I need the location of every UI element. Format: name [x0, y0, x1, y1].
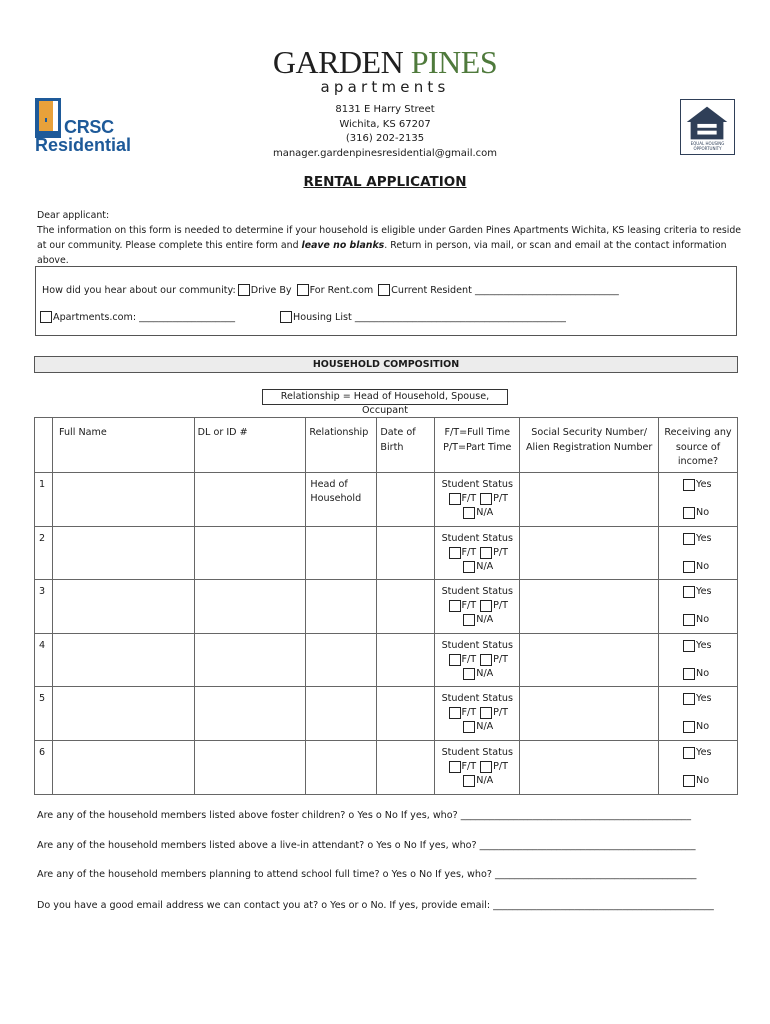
student-status-label: Student Status	[441, 479, 513, 490]
full-name-cell[interactable]	[52, 740, 194, 794]
full-name-cell[interactable]	[52, 473, 194, 527]
income-yes-checkbox[interactable]	[683, 640, 695, 652]
household-row	[35, 526, 738, 580]
address-city: Wichita, KS 67207	[339, 118, 431, 130]
ssn-cell[interactable]	[520, 740, 659, 794]
income-no-checkbox[interactable]	[683, 775, 695, 787]
col-full-name: Full Name	[52, 418, 194, 473]
student-status-cell	[435, 473, 520, 527]
dob-cell[interactable]	[377, 687, 435, 741]
dob-cell[interactable]	[377, 580, 435, 634]
relationship-cell[interactable]	[306, 633, 377, 687]
income-no-label: No	[696, 774, 710, 786]
na-label: N/A	[476, 614, 494, 626]
na-label: N/A	[476, 667, 494, 679]
relationship-cell[interactable]	[306, 740, 377, 794]
ssn-cell[interactable]	[520, 580, 659, 634]
income-no-checkbox[interactable]	[683, 561, 695, 573]
apartments-com-label[interactable]: Apartments.com: ____________________	[53, 311, 236, 323]
housing-list-label[interactable]: Housing List ____________________________________________	[293, 311, 566, 323]
household-row	[35, 687, 738, 741]
intro-body: The information on this form is needed to determine if your household is eligible under Garden Pines Apartments Wichita, KS leasing criteria to reside at our community. Please complete this entire form and	[37, 225, 742, 251]
relationship-note: Relationship = Head of Household, Spouse, Occupant	[262, 389, 508, 405]
na-checkbox[interactable]	[463, 775, 475, 787]
current-resident-label[interactable]: Current Resident ______________________________	[391, 284, 619, 296]
full-time-label: F/T	[461, 760, 477, 772]
brand-title-garden: GARDEN	[272, 44, 404, 80]
housing-list-checkbox[interactable]	[280, 311, 292, 323]
full-time-checkbox[interactable]	[449, 707, 461, 719]
part-time-checkbox[interactable]	[480, 547, 492, 559]
income-no-checkbox[interactable]	[683, 507, 695, 519]
ssn-cell[interactable]	[520, 687, 659, 741]
student-status-cell	[435, 526, 520, 580]
dl-id-cell[interactable]	[194, 473, 306, 527]
income-no-label: No	[696, 667, 710, 679]
dob-cell[interactable]	[377, 633, 435, 687]
row-number: 6	[35, 740, 53, 794]
crsc-logo-mark-icon	[35, 98, 61, 138]
relationship-cell[interactable]	[306, 526, 377, 580]
ssn-cell[interactable]	[520, 473, 659, 527]
income-no-checkbox[interactable]	[683, 721, 695, 733]
residential-logo-text: Residential	[35, 135, 132, 155]
dl-id-cell[interactable]	[194, 687, 306, 741]
income-no-checkbox[interactable]	[683, 668, 695, 680]
col-number	[35, 418, 53, 473]
part-time-label: P/T	[493, 546, 509, 558]
income-cell	[659, 580, 738, 634]
apartments-com-checkbox[interactable]	[40, 311, 52, 323]
income-no-label: No	[696, 614, 710, 626]
income-cell	[659, 633, 738, 687]
col-dob: Date of Birth	[377, 418, 435, 473]
row-number: 4	[35, 633, 53, 687]
full-time-checkbox[interactable]	[449, 547, 461, 559]
dl-id-cell[interactable]	[194, 580, 306, 634]
na-checkbox[interactable]	[463, 507, 475, 519]
income-yes-label: Yes	[696, 693, 712, 705]
household-composition-header: HOUSEHOLD COMPOSITION	[34, 356, 738, 373]
part-time-checkbox[interactable]	[480, 654, 492, 666]
row-number: 5	[35, 687, 53, 741]
relationship-cell[interactable]	[306, 687, 377, 741]
question-email-address[interactable]: Do you have a good email address we can contact you at? o Yes or o No. If yes, provide email: ______________________________________________	[37, 900, 714, 911]
full-time-label: F/T	[461, 600, 477, 612]
full-name-cell[interactable]	[52, 526, 194, 580]
income-yes-checkbox[interactable]	[683, 533, 695, 545]
na-label: N/A	[476, 560, 494, 572]
crsc-residential-logo	[35, 98, 147, 158]
full-time-label: F/T	[461, 546, 477, 558]
col-ssn: Social Security Number/ Alien Registration Number	[520, 418, 659, 473]
form-title: RENTAL APPLICATION	[303, 174, 467, 190]
income-no-label: No	[696, 721, 710, 733]
household-row	[35, 473, 738, 527]
equal-housing-house-icon	[681, 102, 734, 142]
for-rent-checkbox[interactable]	[297, 284, 309, 296]
address-street: 8131 E Harry Street	[335, 104, 435, 115]
income-cell	[659, 526, 738, 580]
household-row	[35, 580, 738, 634]
part-time-label: P/T	[493, 707, 509, 719]
student-status-cell	[435, 580, 520, 634]
row-number: 3	[35, 580, 53, 634]
household-header-row	[35, 418, 738, 473]
dl-id-cell[interactable]	[194, 526, 306, 580]
income-yes-label: Yes	[696, 532, 712, 544]
na-label: N/A	[476, 507, 494, 518]
referral-question: How did you hear about our community:	[42, 284, 236, 296]
referral-row-2	[38, 311, 235, 323]
equal-housing-logo	[680, 99, 735, 155]
full-time-checkbox[interactable]	[449, 493, 461, 505]
question-foster-children[interactable]: Are any of the household members listed above foster children? o Yes o No If yes, who? ________________________________________________	[37, 810, 692, 821]
brand-title	[0, 44, 770, 80]
address-email: manager.gardenpinesresidential@gmail.com	[272, 147, 498, 159]
current-resident-checkbox[interactable]	[378, 284, 390, 296]
income-cell	[659, 687, 738, 741]
student-status-label: Student Status	[441, 693, 513, 705]
student-status-cell	[435, 633, 520, 687]
na-label: N/A	[476, 721, 494, 733]
part-time-label: P/T	[493, 600, 509, 612]
full-time-checkbox[interactable]	[449, 761, 461, 773]
full-time-label: F/T	[461, 707, 477, 719]
crsc-logo-text: CRSC	[64, 117, 114, 137]
col-relationship: Relationship	[306, 418, 377, 473]
brand-subtitle: apartments	[320, 78, 450, 96]
income-cell	[659, 473, 738, 527]
income-cell	[659, 740, 738, 794]
referral-source-box	[35, 266, 737, 336]
income-no-label: No	[696, 507, 710, 518]
full-time-label: F/T	[461, 493, 477, 504]
full-time-label: F/T	[461, 653, 477, 665]
household-table	[34, 417, 738, 795]
dob-cell[interactable]	[377, 740, 435, 794]
student-status-cell	[435, 740, 520, 794]
part-time-label: P/T	[493, 653, 509, 665]
intro-body-end: . Return in person, via mail, or scan and email at the contact information above.	[37, 240, 727, 266]
intro-text	[37, 208, 742, 268]
dl-id-cell[interactable]	[194, 633, 306, 687]
ssn-cell[interactable]	[520, 526, 659, 580]
full-time-checkbox[interactable]	[449, 600, 461, 612]
student-status-label: Student Status	[441, 746, 513, 758]
income-yes-checkbox[interactable]	[683, 479, 695, 491]
for-rent-label: For Rent.com	[309, 284, 374, 296]
income-yes-label: Yes	[696, 586, 712, 598]
income-no-checkbox[interactable]	[683, 614, 695, 626]
part-time-checkbox[interactable]	[480, 600, 492, 612]
row-number: 2	[35, 526, 53, 580]
referral-row-1	[42, 284, 619, 296]
question-school-full-time[interactable]: Are any of the household members planning to attend school full time? o Yes o No If yes, who? __________________________________________	[37, 869, 697, 880]
col-income: Receiving any source of income?	[659, 418, 738, 473]
ssn-cell[interactable]	[520, 633, 659, 687]
student-status-cell	[435, 687, 520, 741]
student-status-label: Student Status	[441, 639, 513, 651]
col-dl-id: DL or ID #	[194, 418, 306, 473]
income-no-label: No	[696, 560, 710, 572]
referral-row-2b	[278, 311, 566, 323]
part-time-checkbox[interactable]	[480, 761, 492, 773]
full-name-cell[interactable]	[52, 633, 194, 687]
drive-by-label: Drive By	[250, 284, 292, 296]
full-name-cell[interactable]	[52, 580, 194, 634]
income-yes-checkbox[interactable]	[683, 586, 695, 598]
household-row	[35, 633, 738, 687]
na-checkbox[interactable]	[463, 614, 475, 626]
income-yes-checkbox[interactable]	[683, 747, 695, 759]
intro-greeting: Dear applicant:	[37, 210, 110, 221]
student-status-label: Student Status	[441, 586, 513, 598]
dob-cell[interactable]	[377, 473, 435, 527]
part-time-label: P/T	[493, 760, 509, 772]
na-checkbox[interactable]	[463, 561, 475, 573]
income-yes-checkbox[interactable]	[683, 693, 695, 705]
income-yes-label: Yes	[696, 639, 712, 651]
relationship-cell[interactable]	[306, 580, 377, 634]
household-row	[35, 740, 738, 794]
relationship-cell[interactable]: Head of Household	[306, 473, 377, 527]
question-live-in-attendant[interactable]: Are any of the household members listed above a live-in attendant? o Yes o No If yes, who? _____________________________________________	[37, 840, 696, 851]
col-ftpt: F/T=Full Time P/T=Part Time	[435, 418, 520, 473]
na-checkbox[interactable]	[463, 721, 475, 733]
na-label: N/A	[476, 774, 494, 786]
full-name-cell[interactable]	[52, 687, 194, 741]
part-time-checkbox[interactable]	[480, 493, 492, 505]
drive-by-checkbox[interactable]	[238, 284, 250, 296]
income-yes-label: Yes	[696, 479, 712, 490]
row-number: 1	[35, 473, 53, 527]
dob-cell[interactable]	[377, 526, 435, 580]
dl-id-cell[interactable]	[194, 740, 306, 794]
brand-title-pines: PINES	[410, 44, 498, 80]
equal-housing-text: EQUAL HOUSING OPPORTUNITY	[690, 141, 725, 151]
full-time-checkbox[interactable]	[449, 654, 461, 666]
student-status-label: Student Status	[441, 532, 513, 544]
intro-emphasis: leave no blanks	[301, 240, 385, 251]
part-time-label: P/T	[493, 493, 509, 504]
part-time-checkbox[interactable]	[480, 707, 492, 719]
address-phone: (316) 202-2135	[345, 133, 425, 144]
income-yes-label: Yes	[696, 746, 712, 758]
na-checkbox[interactable]	[463, 668, 475, 680]
